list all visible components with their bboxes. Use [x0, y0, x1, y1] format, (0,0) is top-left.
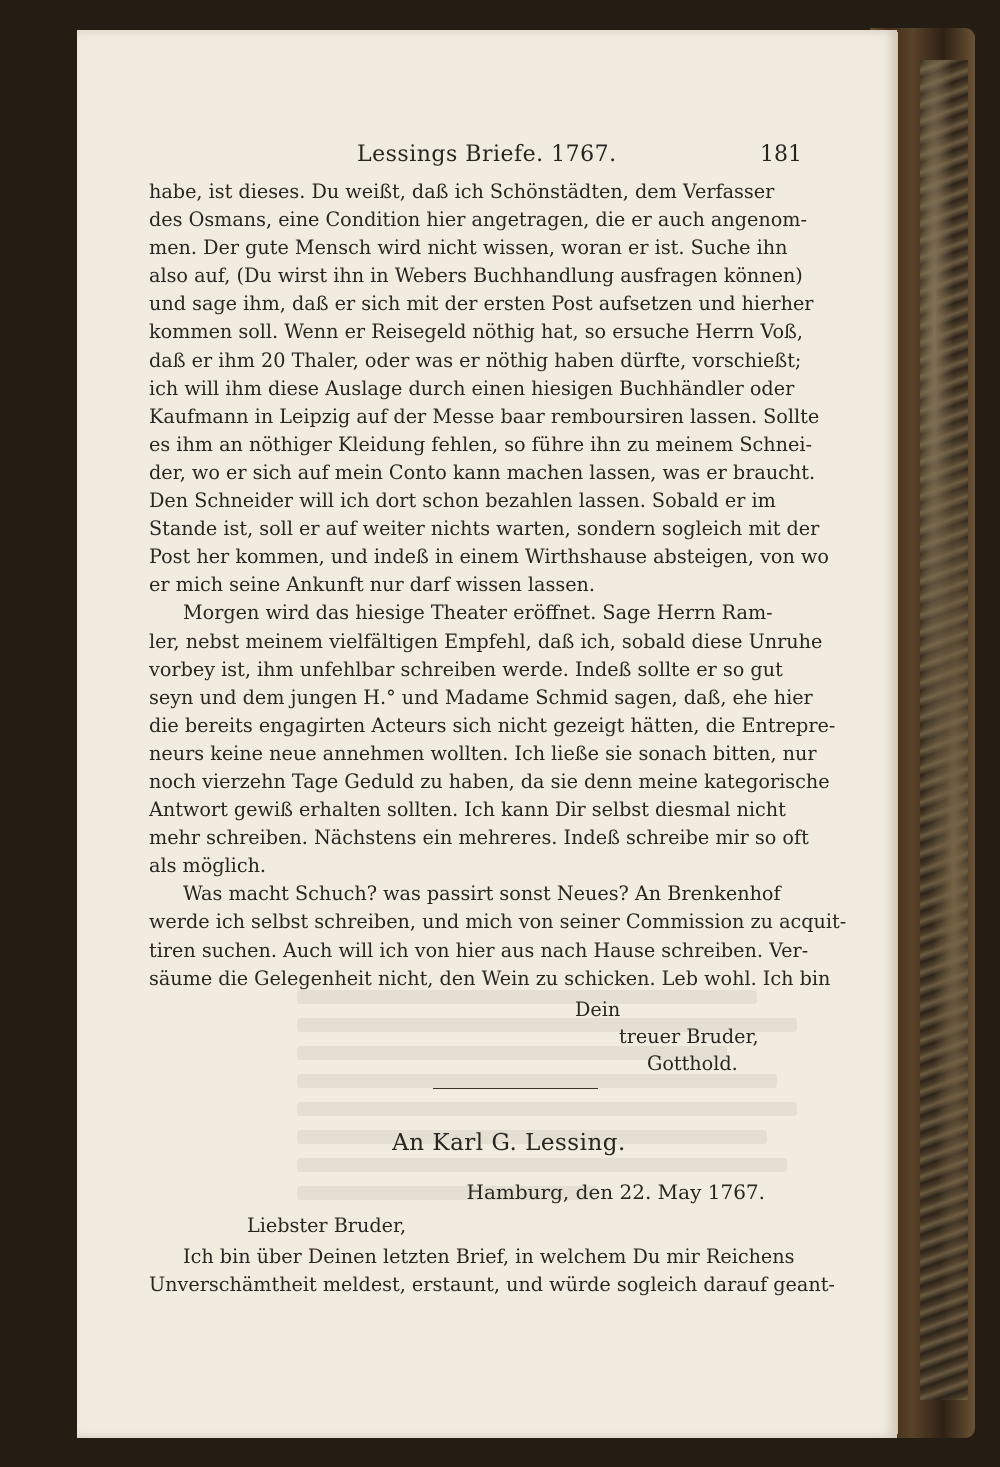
text-line: seyn und dem jungen H.° und Madame Schmid sagen, daß, ehe hier: [149, 685, 813, 709]
text-line: säume die Gelegenheit nicht, den Wein zu schicken. Leb wohl. Ich bin: [149, 966, 831, 990]
text-line: ler, nebst meinem vielfältigen Empfehl, daß ich, sobald diese Unruhe: [149, 629, 823, 653]
section-divider: [433, 1088, 598, 1089]
closing-signature: Gotthold.: [647, 1052, 738, 1075]
marbled-endpaper: [920, 60, 968, 1400]
text-line: der, wo er sich auf mein Conto kann machen lassen, was er braucht.: [149, 460, 816, 484]
text-line: kommen soll. Wenn er Reisegeld nöthig hat, so ersuche Herrn Voß,: [149, 320, 803, 344]
text-line: neurs keine neue annehmen wollten. Ich ließe sie sonach bitten, nur: [149, 741, 817, 765]
text-line: vorbey ist, ihm unfehlbar schreiben werde. Indeß sollte er so gut: [149, 657, 783, 681]
text-line: als möglich.: [149, 854, 267, 878]
text-line: habe, ist dieses. Du weißt, daß ich Schönstädten, dem Verfasser: [149, 180, 775, 203]
text-line: Kaufmann in Leipzig auf der Messe baar remboursiren lassen. Sollte: [149, 404, 820, 428]
letter-two-dateline: Hamburg, den 22. May 1767.: [466, 1180, 765, 1204]
text-line: werde ich selbst schreiben, und mich von seiner Commission zu acquit-: [149, 910, 847, 934]
closing-treuer: treuer Bruder,: [619, 1025, 759, 1048]
text-line: noch vierzehn Tage Geduld zu haben, da sie denn meine kategorische: [149, 769, 830, 793]
text-line: Antwort gewiß erhalten sollten. Ich kann Dir selbst diesmal nicht: [149, 798, 786, 822]
text-line: ich will ihm diese Auslage durch einen hiesigen Buchhändler oder: [149, 376, 795, 400]
letter-one-body: [149, 178, 847, 993]
page-number: 181: [760, 142, 802, 167]
text-line: Was macht Schuch? was passirt sonst Neues? An Brenkenhof: [183, 882, 781, 906]
text-line: Stande ist, soll er auf weiter nichts warten, sondern sogleich mit der: [149, 517, 820, 541]
text-line: und sage ihm, daß er sich mit der ersten Post aufsetzen und hierher: [149, 292, 814, 316]
text-line: also auf, (Du wirst ihn in Webers Buchhandlung ausfragen können): [149, 264, 803, 288]
text-line: es ihm an nöthiger Kleidung fehlen, so führe ihn zu meinem Schnei-: [149, 432, 812, 456]
text-line: die bereits engagirten Acteurs sich nicht gezeigt hätten, die Entrepre-: [149, 713, 836, 737]
letter-two-body: [149, 1243, 835, 1299]
text-line: Unverschämtheit meldest, erstaunt, und würde sogleich darauf geant-: [149, 1273, 835, 1297]
text-line: Post her kommen, und indeß in einem Wirthshause absteigen, von wo: [149, 545, 829, 569]
text-line: Morgen wird das hiesige Theater eröffnet. Sage Herrn Ram-: [183, 601, 773, 625]
text-line: Ich bin über Deinen letzten Brief, in welchem Du mir Reichens: [183, 1245, 795, 1268]
text-line: er mich seine Ankunft nur darf wissen lassen.: [149, 573, 596, 597]
letter-two-salutation: Liebster Bruder,: [247, 1214, 407, 1237]
text-line: Den Schneider will ich dort schon bezahlen lassen. Sobald er im: [149, 489, 776, 513]
book-page: [77, 30, 897, 1438]
text-line: men. Der gute Mensch wird nicht wissen, woran er ist. Suche ihn: [149, 236, 788, 260]
text-line: daß er ihm 20 Thaler, oder was er nöthig haben dürfte, vorschießt;: [149, 348, 802, 372]
running-head: Lessings Briefe. 1767.: [357, 142, 617, 167]
letter-two-heading: An Karl G. Lessing.: [392, 1130, 626, 1156]
closing-dein: Dein: [575, 998, 621, 1021]
text-line: mehr schreiben. Nächstens ein mehreres. Indeß schreibe mir so oft: [149, 826, 809, 850]
text-line: tiren suchen. Auch will ich von hier aus nach Hause schreiben. Ver-: [149, 938, 809, 962]
text-line: des Osmans, eine Condition hier angetragen, die er auch angenom-: [149, 208, 807, 232]
